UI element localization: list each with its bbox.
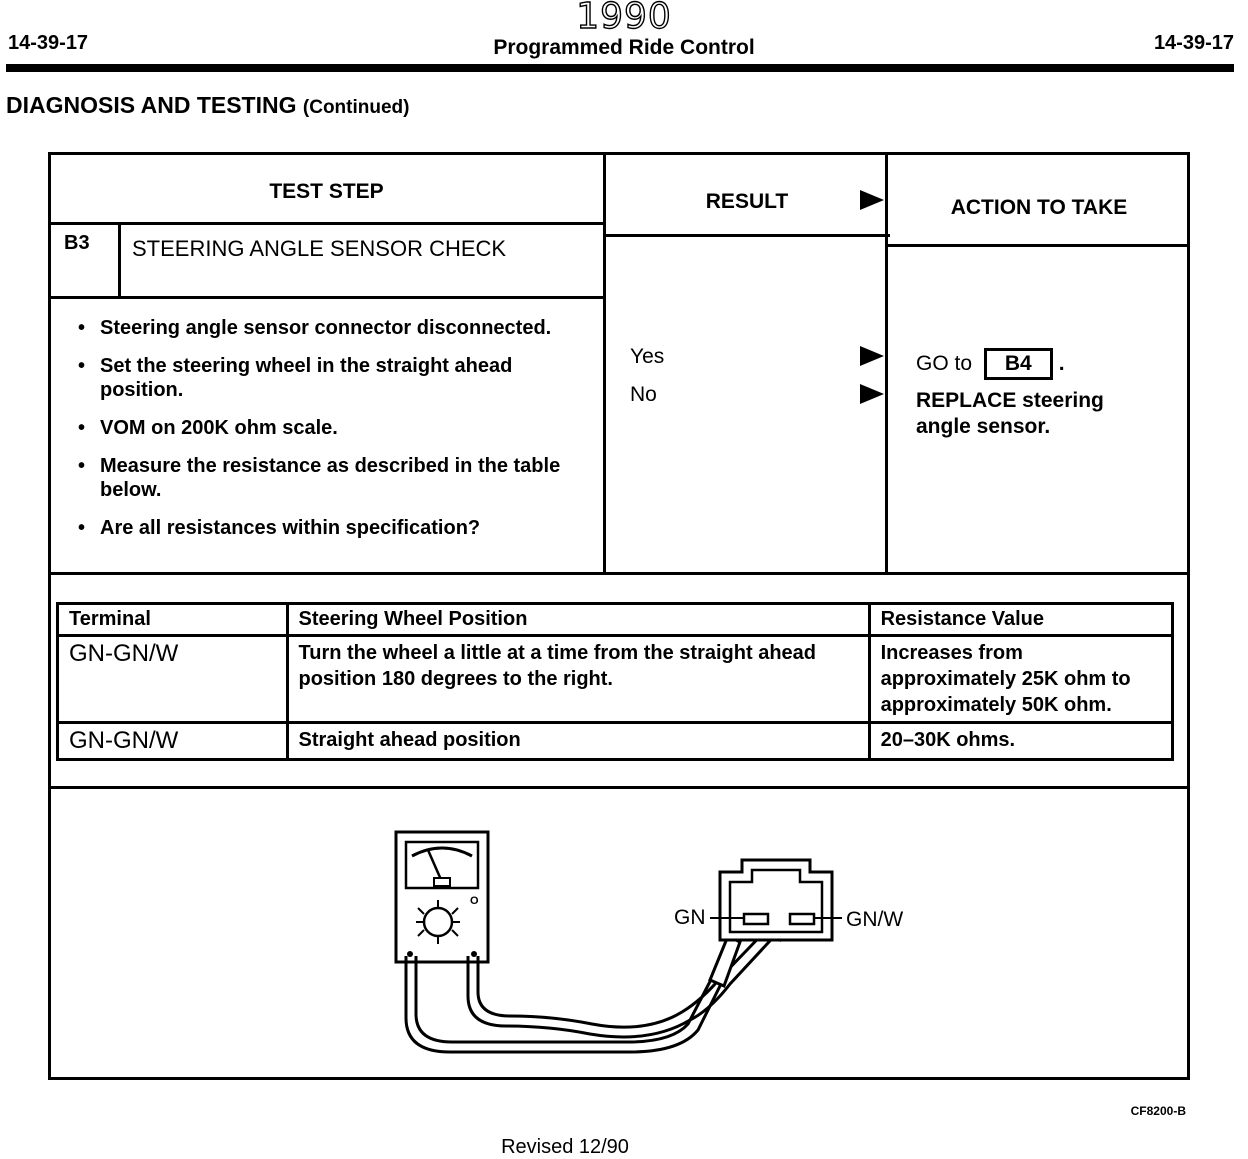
resistance-table-header: [58, 604, 1173, 636]
step-item: • Measure the resistance as described in the table below.: [74, 454, 590, 502]
resistance-table: [56, 602, 1174, 761]
header-value: Resistance Value: [869, 604, 1172, 636]
result-no: No: [630, 383, 657, 406]
revised-date: Revised 12/90: [501, 1136, 629, 1158]
table-rule: [48, 222, 605, 225]
meter-pivot: [434, 878, 450, 886]
step-item: • Set the steering wheel in the straight ahead position.: [74, 354, 590, 402]
header-position: Steering Wheel Position: [287, 604, 869, 636]
step-item: • Steering angle sensor connector disconnected.: [74, 316, 590, 340]
table-rule: [605, 234, 890, 237]
action-yes-suffix: .: [1058, 352, 1065, 375]
cell-terminal: GN-GN/W: [58, 636, 288, 723]
table-rule: [603, 152, 606, 574]
terminal-gnw: [790, 914, 814, 924]
label-gnw: GN/W: [846, 908, 904, 931]
cell-position: Straight ahead position: [287, 723, 869, 760]
table-row: [58, 636, 1173, 723]
meter-jack: [471, 951, 477, 957]
selector-dial-icon: [424, 908, 452, 936]
header-rule: [6, 64, 1234, 72]
meter-jack-label: O: [470, 895, 479, 907]
section-title: [6, 92, 409, 119]
table-rule: [48, 786, 1190, 789]
header-title: Programmed Ride Control: [493, 36, 755, 59]
step-id: B3: [64, 232, 90, 254]
vom-connection-diagram: [380, 820, 940, 1070]
header-terminal: Terminal: [58, 604, 288, 636]
label-gn: GN: [674, 906, 706, 929]
section-title-text: DIAGNOSIS AND TESTING: [6, 92, 297, 118]
table-rule: [118, 222, 121, 298]
page-number-left: 14-39-17: [8, 32, 89, 54]
step-item: • VOM on 200K ohm scale.: [74, 416, 590, 440]
cell-value: 20–30K ohms.: [869, 723, 1172, 760]
table-row: [58, 723, 1173, 760]
sensor-connector-icon: [720, 860, 832, 940]
section-continued: (Continued): [302, 97, 410, 118]
cell-value: Increases from approximately 25K ohm to approximately 50K ohm.: [869, 636, 1172, 723]
column-header-action: ACTION TO TAKE: [950, 196, 1128, 219]
cell-terminal: GN-GN/W: [58, 723, 288, 760]
step-instructions: [74, 316, 590, 554]
action-yes-prefix: GO to: [916, 352, 973, 375]
cell-position: Turn the wheel a little at a time from the straight ahead position 180 degrees to the right.: [287, 636, 869, 723]
no-arrow-icon: [860, 384, 884, 404]
result-yes: Yes: [630, 345, 665, 368]
meter-jack: [407, 951, 413, 957]
table-rule: [48, 572, 1190, 575]
action-yes: [916, 348, 1065, 380]
step-item: • Are all resistances within specification?: [74, 516, 590, 540]
figure-code: CF8200-B: [1130, 1104, 1186, 1118]
column-header-result: RESULT: [705, 190, 789, 213]
yes-arrow-icon: [860, 346, 884, 366]
result-arrow-icon: [860, 190, 884, 210]
table-rule: [885, 152, 888, 574]
column-header-test-step: TEST STEP: [269, 180, 384, 203]
terminal-gn: [744, 914, 768, 924]
table-rule: [888, 244, 1190, 247]
goto-step-link[interactable]: B4: [984, 348, 1053, 380]
model-year: 1990: [576, 0, 672, 37]
table-rule: [48, 296, 605, 299]
step-title: STEERING ANGLE SENSOR CHECK: [132, 236, 507, 261]
page-number-right: 14-39-17: [1153, 32, 1234, 54]
action-no: REPLACE steering angle sensor.: [916, 389, 1104, 438]
